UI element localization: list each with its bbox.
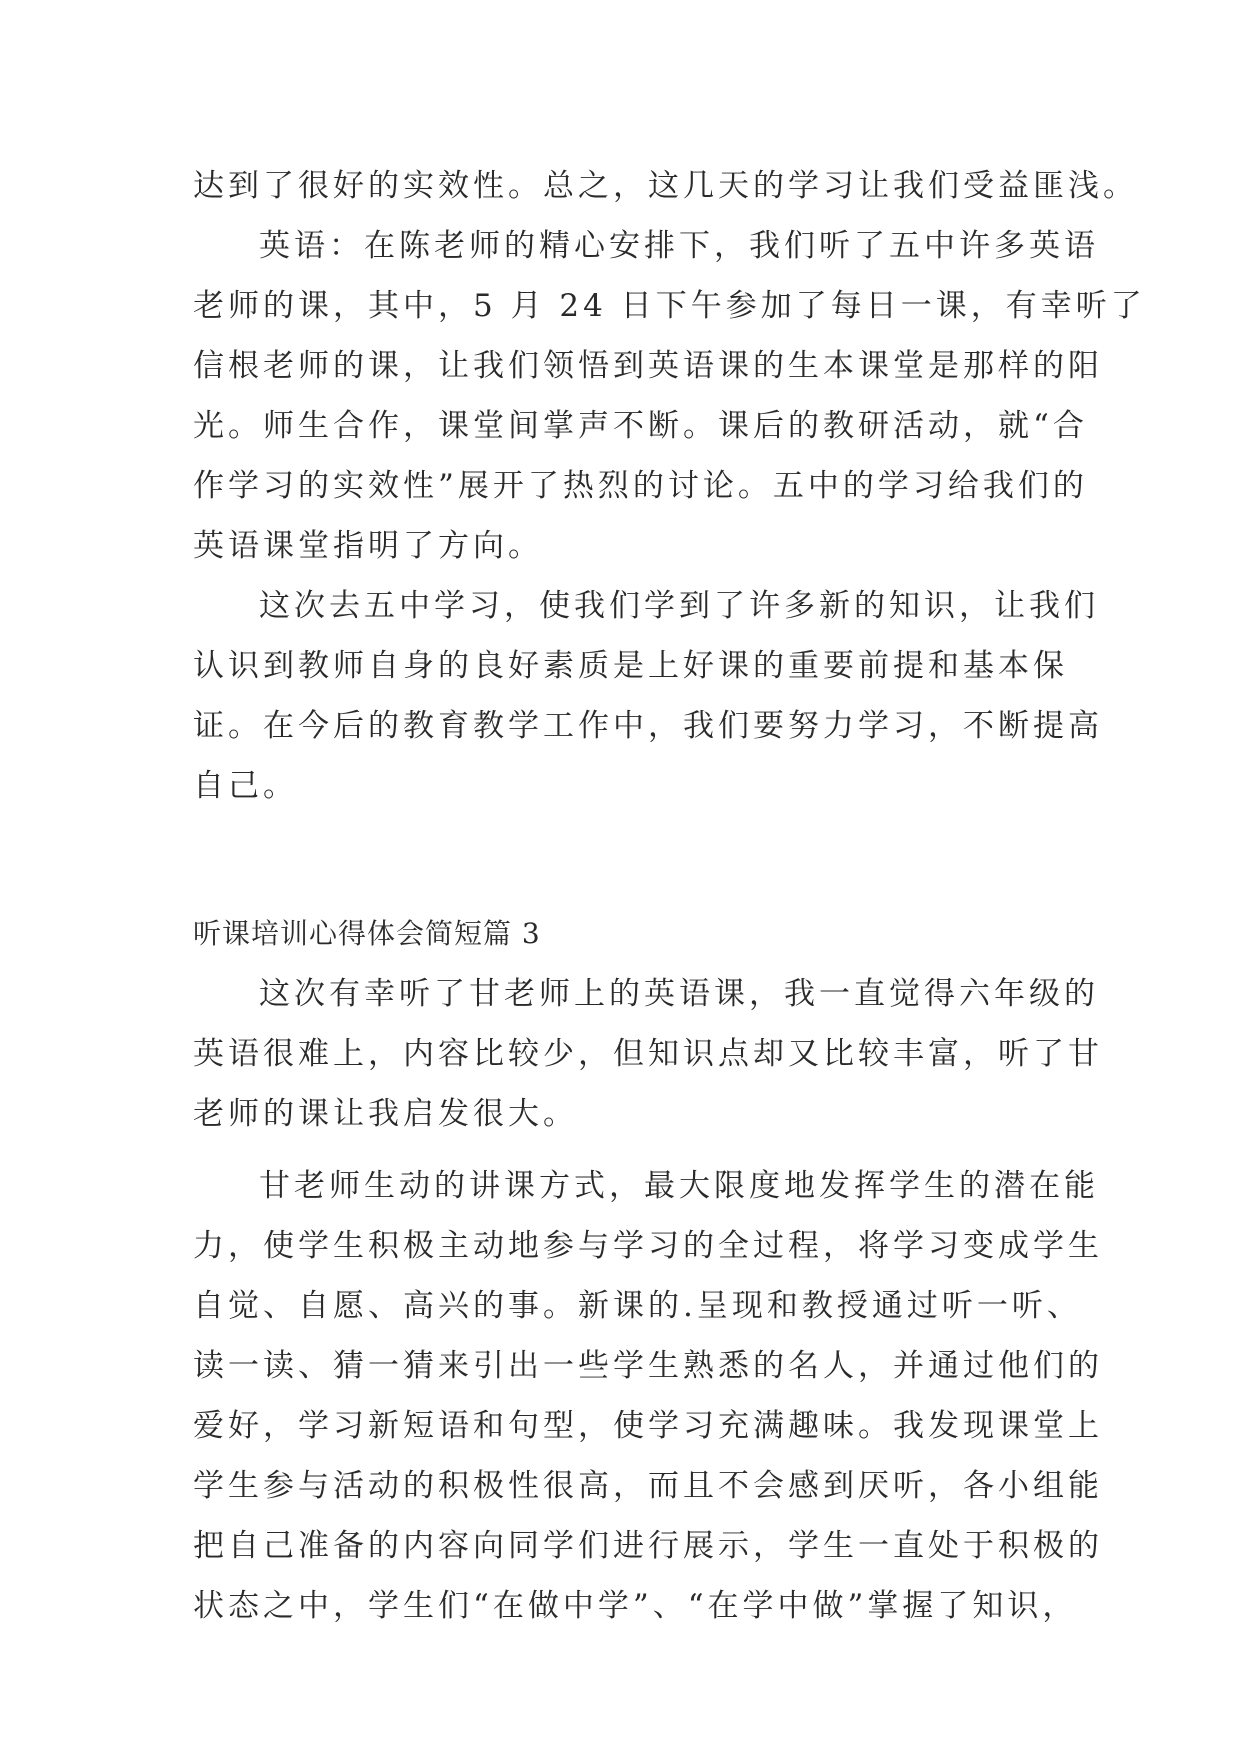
text-line: 英语：在陈老师的精心安排下，我们听了五中许多英语 <box>259 228 1099 264</box>
text-line: 认识到教师自身的良好素质是上好课的重要前提和基本保 <box>193 648 1068 684</box>
text-line: 证。在今后的教育教学工作中，我们要努力学习，不断提高 <box>193 708 1103 744</box>
text-line: 自觉、自愿、高兴的事。新课的.呈现和教授通过听一听、 <box>193 1288 1082 1324</box>
text-line: 老师的课让我启发很大。 <box>193 1096 578 1132</box>
text-line: 读一读、猜一猜来引出一些学生熟悉的名人，并通过他们的 <box>193 1348 1103 1384</box>
paragraph-1 <box>193 156 1138 216</box>
text-line: 学生参与活动的积极性很高，而且不会感到厌听，各小组能 <box>193 1468 1103 1504</box>
text-line: 这次去五中学习，使我们学到了许多新的知识，让我们 <box>259 588 1099 624</box>
section-heading: 听课培训心得体会简短篇 3 <box>193 917 541 950</box>
paragraph-2 <box>193 216 1146 576</box>
paragraph-3 <box>193 576 1103 816</box>
paragraph-4 <box>193 964 1103 1144</box>
text-line: 状态之中，学生们“在做中学”、“在学中做”掌握了知识， <box>193 1588 1078 1624</box>
text-line: 甘老师生动的讲课方式，最大限度地发挥学生的潜在能 <box>259 1168 1099 1204</box>
text-line: 这次有幸听了甘老师上的英语课，我一直觉得六年级的 <box>259 976 1099 1012</box>
document-body <box>193 156 1146 1636</box>
paragraph-5 <box>193 1156 1103 1636</box>
text-line: 光。师生合作，课堂间掌声不断。课后的教研活动，就“合 <box>193 408 1088 444</box>
text-line: 爱好，学习新短语和句型，使学习充满趣味。我发现课堂上 <box>193 1408 1103 1444</box>
text-line: 信根老师的课，让我们领悟到英语课的生本课堂是那样的阳 <box>193 348 1103 384</box>
text-line: 把自己准备的内容向同学们进行展示，学生一直处于积极的 <box>193 1528 1103 1564</box>
text-line: 达到了很好的实效性。总之，这几天的学习让我们受益匪浅。 <box>193 168 1138 204</box>
text-line: 英语很难上，内容比较少，但知识点却又比较丰富，听了甘 <box>193 1036 1103 1072</box>
text-line: 力，使学生积极主动地参与学习的全过程，将学习变成学生 <box>193 1228 1103 1264</box>
section-gap <box>193 816 1053 904</box>
text-line: 作学习的实效性”展开了热烈的讨论。五中的学习给我们的 <box>193 468 1088 504</box>
text-line: 英语课堂指明了方向。 <box>193 528 543 564</box>
text-line: 自己。 <box>193 768 298 804</box>
text-line: 老师的课，其中，5 月 24 日下午参加了每日一课，有幸听了 <box>193 288 1146 324</box>
